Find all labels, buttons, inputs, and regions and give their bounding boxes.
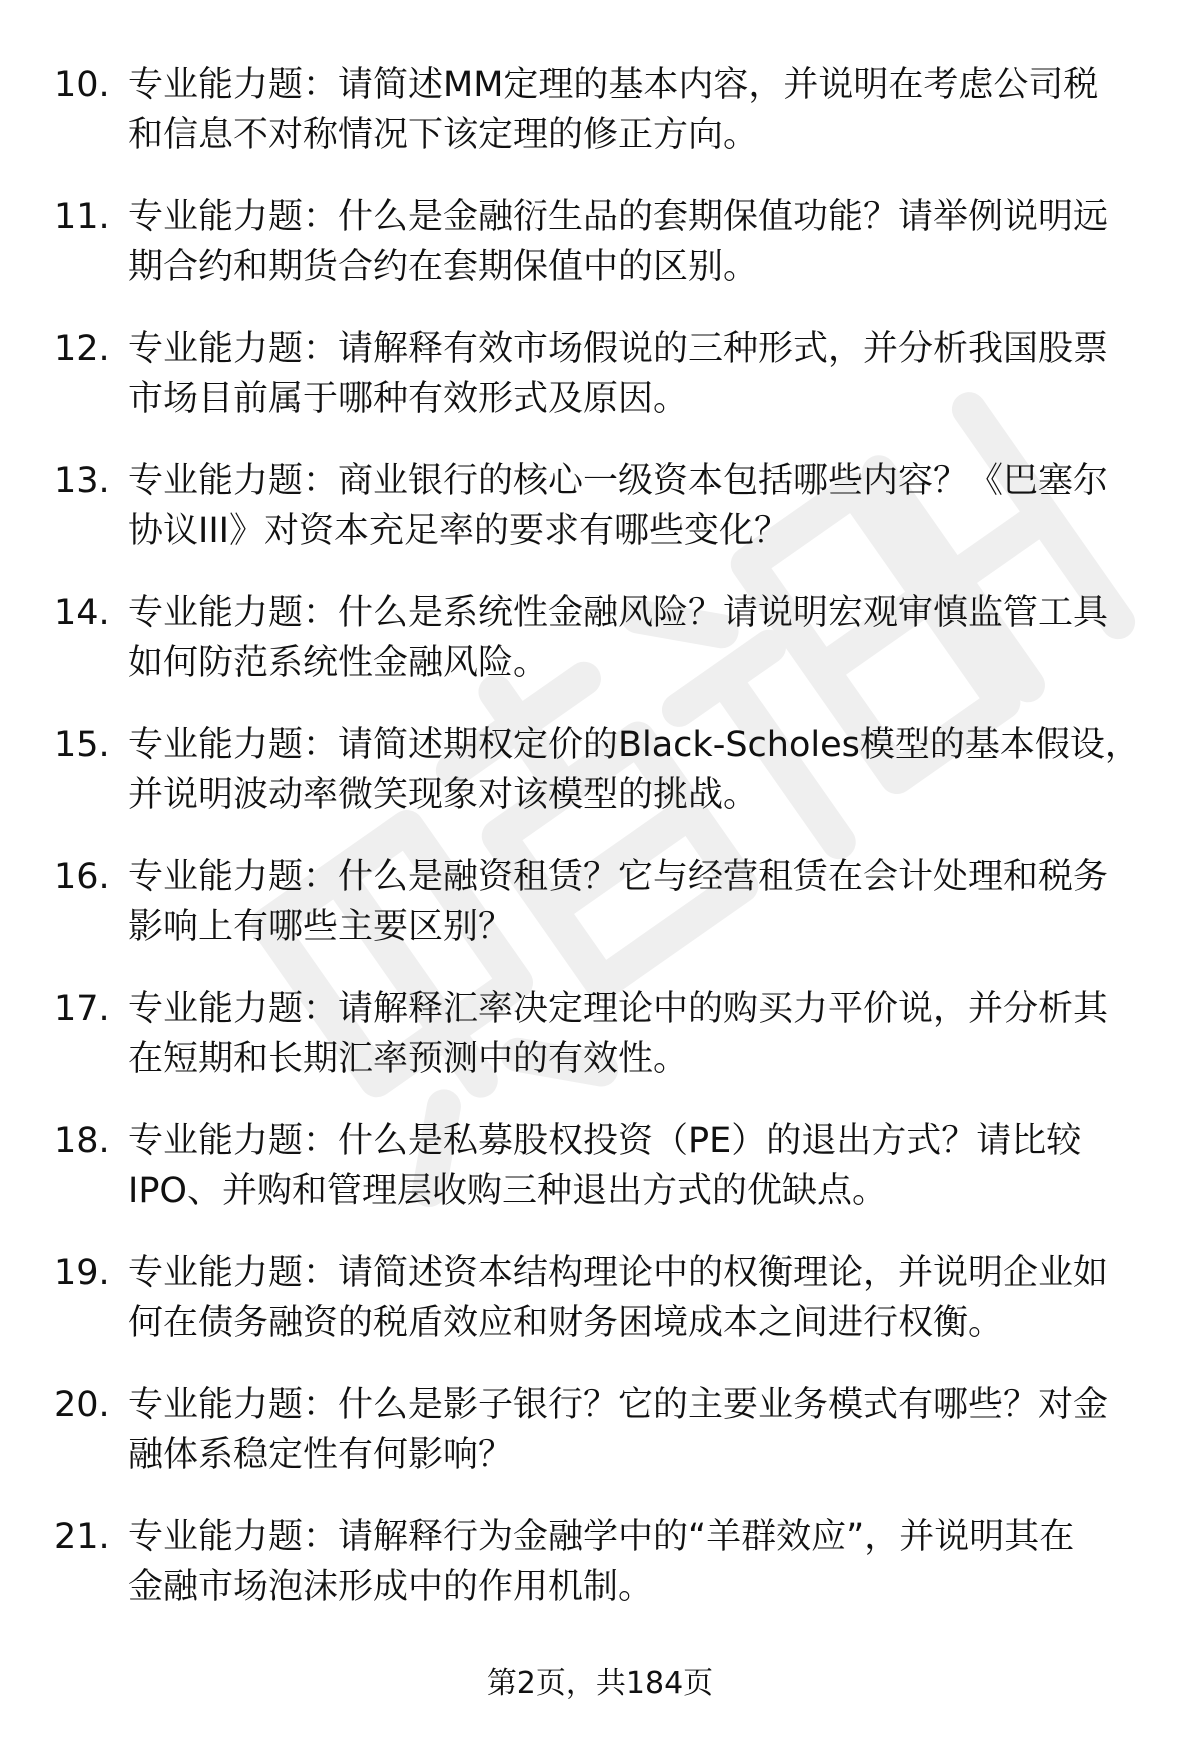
question-text-line: 专业能力题：什么是金融衍生品的套期保值功能？请举例说明远: [128, 197, 1109, 237]
question-text: [128, 1248, 1144, 1348]
question-text: [128, 192, 1144, 292]
question-text-line: 并说明波动率微笑现象对该模型的挑战。: [128, 775, 759, 815]
question-text-line: 协议III》对资本充足率的要求有哪些变化？: [128, 511, 789, 551]
question-item: [54, 324, 1144, 456]
question-text-line: 在短期和长期汇率预测中的有效性。: [128, 1039, 689, 1079]
question-number: 19.: [54, 1253, 110, 1293]
question-text: [128, 852, 1144, 952]
question-text: [128, 1380, 1144, 1480]
question-number: 14.: [54, 593, 110, 633]
question-text-line: 融体系稳定性有何影响？: [128, 1435, 514, 1475]
question-text: [128, 324, 1144, 424]
question-item: [54, 852, 1144, 984]
question-item: [54, 1116, 1144, 1248]
question-number: 16.: [54, 857, 110, 897]
question-text: [128, 1116, 1144, 1216]
question-text-line: 金融市场泡沫形成中的作用机制。: [128, 1567, 654, 1607]
question-item: [54, 456, 1144, 588]
question-item: [54, 1512, 1144, 1644]
question-text: [128, 60, 1144, 160]
question-text-line: 影响上有哪些主要区别？: [128, 907, 514, 947]
question-text-line: 何在债务融资的税盾效应和财务困境成本之间进行权衡。: [128, 1303, 1004, 1343]
question-text-line: 专业能力题：请解释有效市场假说的三种形式，并分析我国股票: [128, 329, 1109, 369]
question-number: 10.: [54, 65, 110, 105]
question-item: [54, 1380, 1144, 1512]
question-number: 18.: [54, 1121, 110, 1161]
question-item: [54, 192, 1144, 324]
question-text-line: IPO、并购和管理层收购三种退出方式的优缺点。: [128, 1171, 887, 1211]
question-number: 15.: [54, 725, 110, 765]
question-text-line: 市场目前属于哪种有效形式及原因。: [128, 379, 689, 419]
question-text-line: 和信息不对称情况下该定理的修正方向。: [128, 115, 759, 155]
question-text-line: 专业能力题：商业银行的核心一级资本包括哪些内容？《巴塞尔: [128, 461, 1109, 501]
question-text-line: 专业能力题：什么是私募股权投资（PE）的退出方式？请比较: [128, 1121, 1082, 1161]
question-text: [128, 588, 1144, 688]
question-text-line: 专业能力题：什么是融资租赁？它与经营租赁在会计处理和税务: [128, 857, 1109, 897]
question-text-line: 专业能力题：请简述期权定价的Black-Scholes模型的基本假设，: [128, 725, 1140, 765]
question-text-line: 专业能力题：请简述MM定理的基本内容，并说明在考虑公司税: [128, 65, 1099, 105]
question-text: [128, 456, 1144, 556]
question-number: 11.: [54, 197, 110, 237]
question-text-line: 专业能力题：请解释汇率决定理论中的购买力平价说，并分析其: [128, 989, 1109, 1029]
question-text-line: 专业能力题：请解释行为金融学中的“羊群效应”，并说明其在: [128, 1517, 1075, 1557]
question-item: [54, 1248, 1144, 1380]
question-list: [54, 60, 1144, 1644]
question-number: 13.: [54, 461, 110, 501]
question-text-line: 专业能力题：请简述资本结构理论中的权衡理论，并说明企业如: [128, 1253, 1109, 1293]
question-text-line: 专业能力题：什么是影子银行？它的主要业务模式有哪些？对金: [128, 1385, 1109, 1425]
question-number: 17.: [54, 989, 110, 1029]
question-number: 12.: [54, 329, 110, 369]
question-item: [54, 588, 1144, 720]
question-item: [54, 720, 1144, 852]
question-text: [128, 1512, 1144, 1612]
question-text-line: 如何防范系统性金融风险。: [128, 643, 549, 683]
question-item: [54, 984, 1144, 1116]
question-text-line: 期合约和期货合约在套期保值中的区别。: [128, 247, 759, 287]
question-item: [54, 60, 1144, 192]
question-text: [128, 984, 1144, 1084]
question-number: 21.: [54, 1517, 110, 1557]
page-footer: 第2页，共184页: [486, 1666, 714, 1701]
question-text: [128, 720, 1144, 820]
question-number: 20.: [54, 1385, 110, 1425]
question-text-line: 专业能力题：什么是系统性金融风险？请说明宏观审慎监管工具: [128, 593, 1109, 633]
